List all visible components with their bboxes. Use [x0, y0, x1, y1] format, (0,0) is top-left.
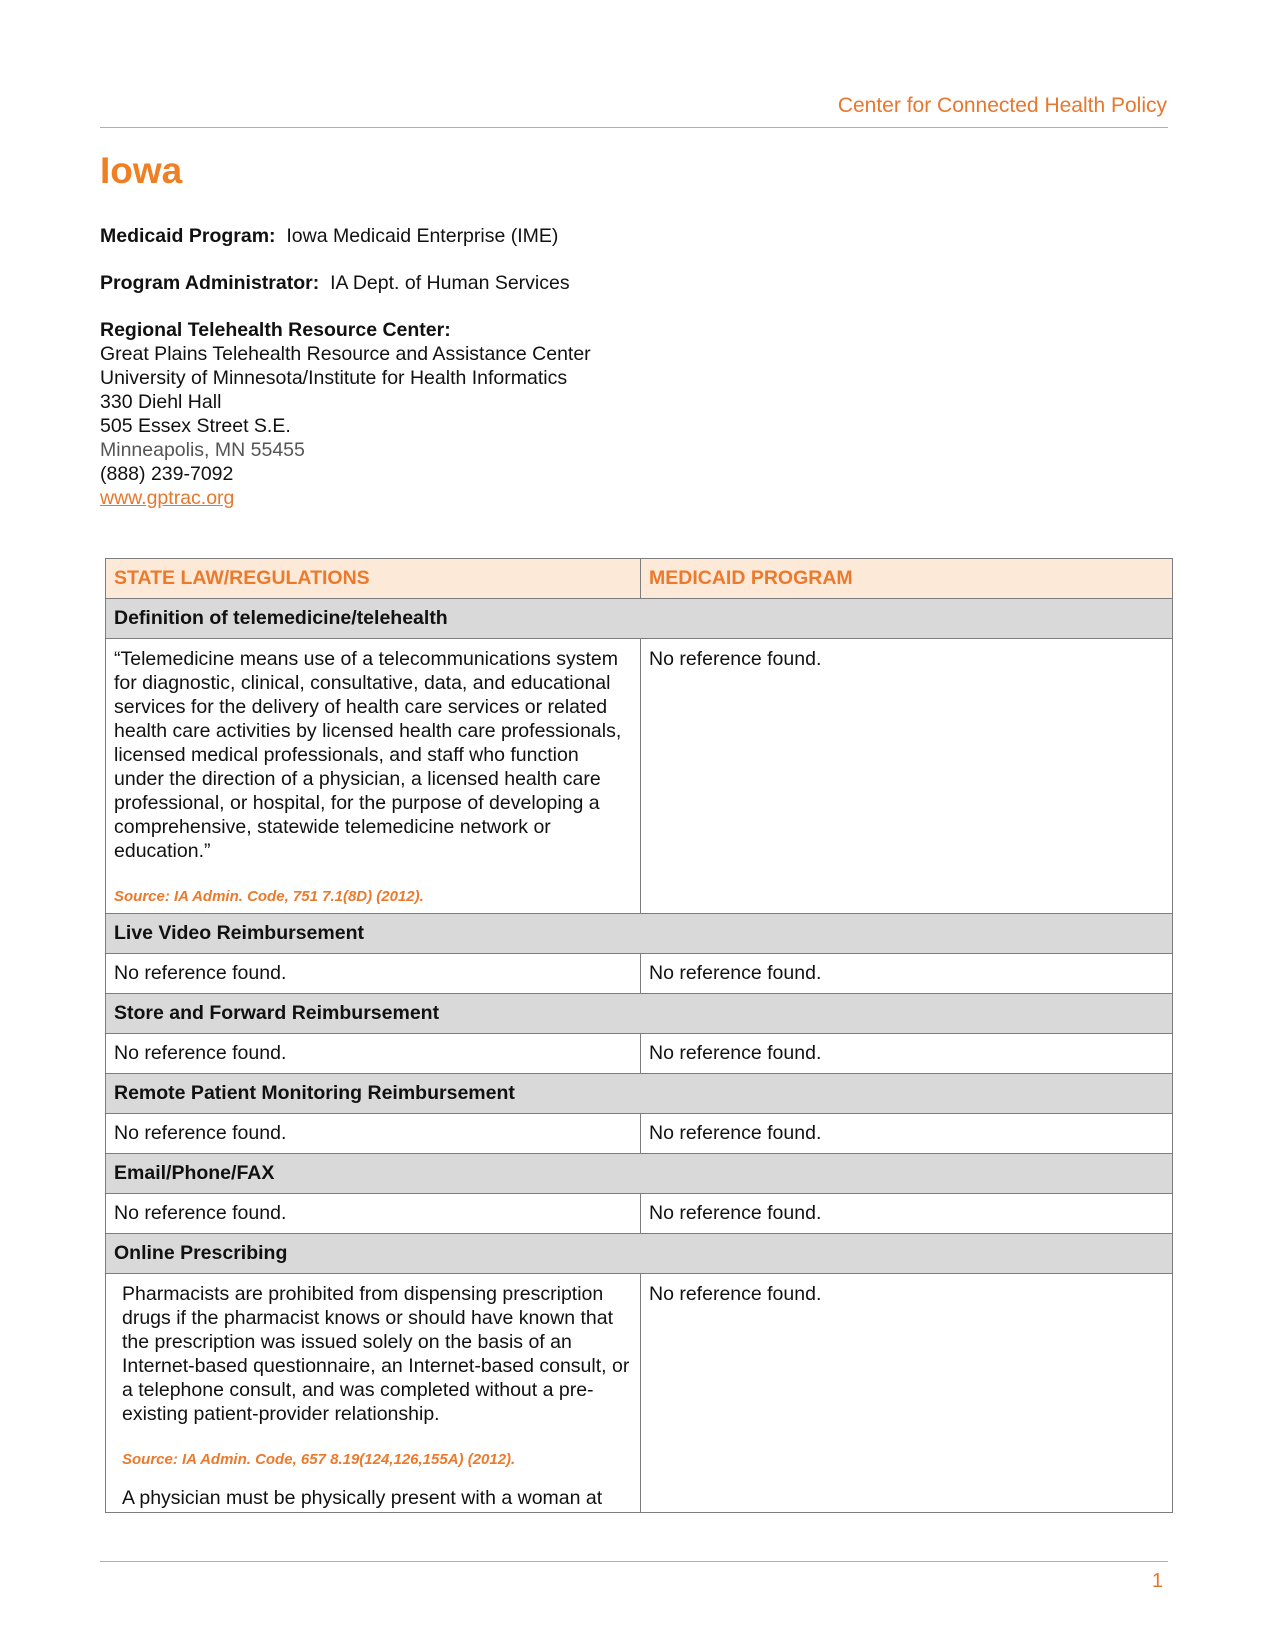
medicaid-cell: No reference found.: [641, 1194, 1173, 1234]
medicaid-cell: No reference found.: [641, 1274, 1173, 1513]
state-cell: [106, 1274, 641, 1513]
rtrc-institute: University of Minnesota/Institute for Health Informatics: [100, 367, 568, 389]
table-row: [106, 954, 1173, 994]
medicaid-cell: No reference found.: [641, 1034, 1173, 1074]
category-row: [106, 914, 1173, 954]
state-cell: No reference found.: [106, 954, 641, 994]
medicaid-program-value: Iowa Medicaid Enterprise (IME): [286, 225, 559, 247]
category-row: [106, 1154, 1173, 1194]
source-citation: Source: IA Admin. Code, 657 8.19(124,126,155A) (2012).: [122, 1451, 516, 1468]
category-store-forward: Store and Forward Reimbursement: [106, 994, 1173, 1034]
rtrc-block: [100, 318, 591, 510]
medicaid-cell: No reference found.: [641, 639, 1173, 914]
policy-table: [105, 558, 1173, 1513]
rtrc-website-link[interactable]: www.gptrac.org: [100, 487, 235, 509]
category-live-video: Live Video Reimbursement: [106, 914, 1173, 954]
rtrc-address-2: 505 Essex Street S.E.: [100, 415, 291, 437]
state-cell: No reference found.: [106, 1194, 641, 1234]
prescribing-continued-text: A physician must be physically present with a woman at: [122, 1487, 603, 1509]
table-row: [106, 1194, 1173, 1234]
rtrc-address-1: 330 Diehl Hall: [100, 391, 222, 413]
column-header-state: STATE LAW/REGULATIONS: [106, 559, 641, 599]
category-definition: Definition of telemedicine/telehealth: [106, 599, 1173, 639]
page-title: Iowa: [100, 150, 183, 191]
program-admin-value: IA Dept. of Human Services: [330, 272, 570, 294]
table-row: [106, 1274, 1173, 1513]
medicaid-cell: No reference found.: [641, 954, 1173, 994]
program-admin-label: Program Administrator:: [100, 272, 320, 294]
rtrc-phone: (888) 239-7092: [100, 463, 234, 485]
header-organization: Center for Connected Health Policy: [837, 94, 1167, 117]
table-row: [106, 1114, 1173, 1154]
category-row: [106, 1234, 1173, 1274]
category-remote-monitoring: Remote Patient Monitoring Reimbursement: [106, 1074, 1173, 1114]
medicaid-program-line: [100, 224, 558, 248]
definition-text: “Telemedicine means use of a telecommunications system for diagnostic, clinical, consultative, data, and educational services for the delivery of health care services or related health care activities by licensed health care professionals, licensed medical professionals, and staff who function under the direction of a physician, a licensed health care professional, or hospital, for the purpose of developing a comprehensive, statewide telemedicine network or education.”: [114, 648, 622, 862]
category-row: [106, 1074, 1173, 1114]
column-header-medicaid: MEDICAID PROGRAM: [641, 559, 1173, 599]
category-row: [106, 599, 1173, 639]
medicaid-cell: No reference found.: [641, 1114, 1173, 1154]
medicaid-program-label: Medicaid Program:: [100, 225, 276, 247]
state-cell: [106, 639, 641, 914]
rtrc-city: Minneapolis, MN 55455: [100, 439, 305, 461]
state-cell: No reference found.: [106, 1114, 641, 1154]
source-citation: Source: IA Admin. Code, 751 7.1(8D) (2012).: [114, 888, 424, 905]
rtrc-name: Great Plains Telehealth Resource and Assistance Center: [100, 343, 591, 365]
page-number: 1: [1151, 1570, 1163, 1592]
header-divider: [100, 127, 1168, 128]
category-row: [106, 994, 1173, 1034]
category-email-phone-fax: Email/Phone/FAX: [106, 1154, 1173, 1194]
table-header-row: [106, 559, 1173, 599]
category-online-prescribing: Online Prescribing: [106, 1234, 1173, 1274]
prescribing-text: Pharmacists are prohibited from dispensing prescription drugs if the pharmacist knows or should have known that the prescription was issued solely on the basis of an Internet-based questionnaire, an Internet-based consult, or a telephone consult, and was completed without a pre-existing patient-provider relationship.: [122, 1283, 630, 1425]
rtrc-label: Regional Telehealth Resource Center:: [100, 319, 451, 341]
footer-divider: [100, 1561, 1168, 1562]
table-row: [106, 639, 1173, 914]
state-cell: No reference found.: [106, 1034, 641, 1074]
table-row: [106, 1034, 1173, 1074]
program-admin-line: [100, 271, 570, 295]
